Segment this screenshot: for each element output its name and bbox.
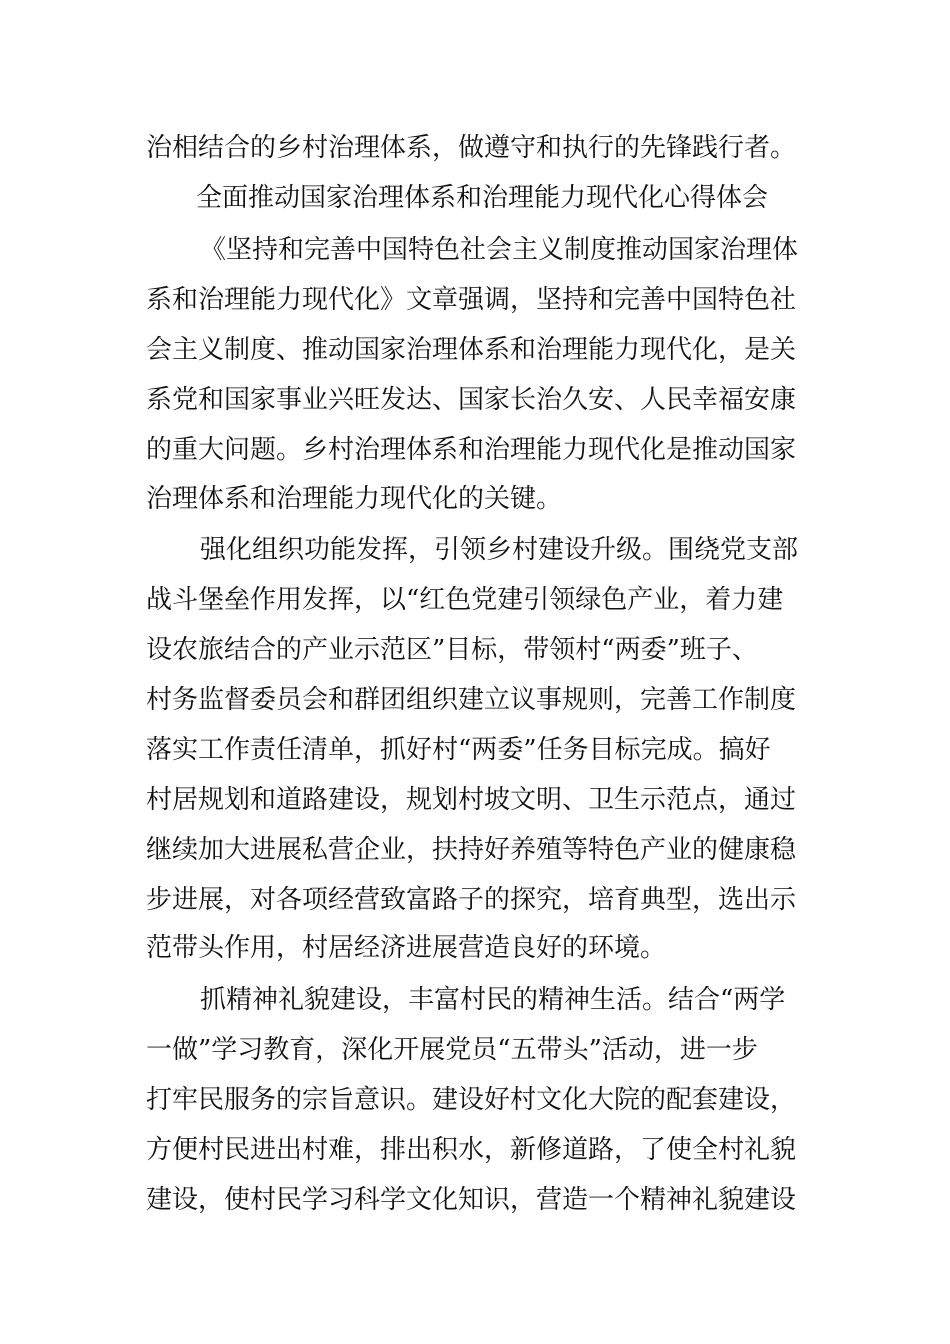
text-line-17: 范带头作用，村居经济进展营造良好的环境。: [146, 933, 667, 963]
text-line-4: 系和治理能力现代化》文章强调，坚持和完善中国特色社: [146, 285, 797, 315]
text-line-14: 村居规划和道路建设，规划村坡文明、卫生示范点，通过: [146, 785, 797, 815]
text-line-22: 建设，使村民学习科学文化知识，营造一个精神礼貌建设: [146, 1185, 797, 1215]
text-line-8: 治理体系和治理能力现代化的关键。: [146, 484, 563, 514]
text-line-21: 方便村民进出村难，排出积水，新修道路，了使全村礼貌: [146, 1135, 797, 1165]
text-line-15: 继续加大进展私营企业，扶持好养殖等特色产业的健康稳: [146, 835, 797, 865]
text-line-1: 治相结合的乡村治理体系，做遵守和执行的先锋践行者。: [146, 133, 797, 163]
text-line-7: 的重大问题。乡村治理体系和治理能力现代化是推动国家: [146, 435, 797, 465]
text-line-19: 一做”学习教育，深化开展党员“五带头”活动，进一步: [146, 1035, 758, 1065]
text-line-6: 系党和国家事业兴旺发达、国家长治久安、人民幸福安康: [146, 385, 797, 415]
text-line-18: 抓精神礼貌建设，丰富村民的精神生活。结合“两学: [200, 985, 786, 1015]
text-line-11: 设农旅结合的产业示范区”目标，带领村“两委”班子、: [146, 635, 758, 665]
section-title: 全面推动国家治理体系和治理能力现代化心得体会: [196, 183, 769, 213]
text-line-5: 会主义制度、推动国家治理体系和治理能力现代化，是关: [146, 335, 797, 365]
text-line-12: 村务监督委员会和群团组织建立议事规则，完善工作制度: [146, 685, 797, 715]
text-line-20: 打牢民服务的宗旨意识。建设好村文化大院的配套建设，: [146, 1085, 797, 1115]
text-line-10: 战斗堡垒作用发挥，以“红色党建引领绿色产业，着力建: [146, 585, 784, 615]
text-line-3: 《坚持和完善中国特色社会主义制度推动国家治理体: [200, 235, 799, 265]
text-line-9: 强化组织功能发挥，引领乡村建设升级。围绕党支部: [200, 535, 799, 565]
text-line-13: 落实工作责任清单，抓好村“两委”任务目标完成。搞好: [146, 735, 771, 765]
text-line-16: 步进展，对各项经营致富路子的探究，培育典型，选出示: [146, 885, 797, 915]
